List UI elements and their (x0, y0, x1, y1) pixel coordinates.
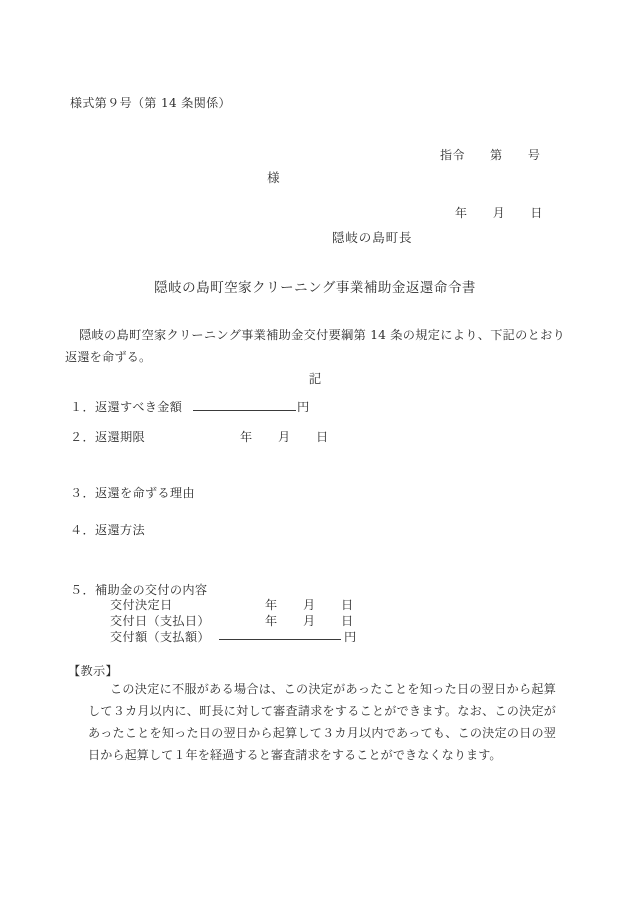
date-day: 日 (530, 206, 543, 221)
item-4-label: 返還方法 (94, 523, 145, 537)
item-1-unit: 円 (297, 400, 310, 414)
item-1-amount-blank[interactable] (193, 410, 296, 411)
item-4-number: ４． (70, 523, 95, 537)
item-1-number: １． (70, 400, 95, 414)
item-5-sub-payment-month: 月 (303, 614, 316, 628)
issuer-name: 隠岐の島町長 (332, 230, 413, 245)
item-3-number: ３． (70, 486, 95, 500)
document-number-block (440, 107, 543, 263)
order-number-row (440, 146, 543, 165)
item-2-number: ２． (70, 430, 95, 444)
item-5-sub-decision-month: 月 (303, 598, 316, 612)
notice-text: この決定に不服がある場合は、この決定があったことを知った日の翌日から起算して３カ月以内に、町長に対して審査請求をすることができます。なお、この決定があったことを知った日の翌日から起算して３カ月以内であっても、この決定の日の翌日から起算して１年を経過すると審査請求をすることができなくなります。 (88, 682, 556, 762)
item-2-label: 返還期限 (94, 430, 145, 444)
form-number: 様式第９号（第 14 条関係） (70, 96, 231, 110)
item-4 (70, 521, 145, 538)
issue-date-row (440, 204, 543, 223)
item-5-label: 補助金の交付の内容 (94, 583, 208, 597)
item-5-sub-amount-label: 交付額（支払額） (110, 630, 210, 644)
notice-label: 【教示】 (68, 664, 118, 678)
item-1-label: 返還すべき金額 (94, 400, 183, 414)
item-5-sub-decision-day: 日 (341, 598, 354, 612)
item-5-sub-payment-date-label: 交付日（支払日） (110, 614, 210, 628)
date-month: 月 (492, 206, 506, 221)
item-5-amount-unit: 円 (344, 630, 357, 644)
item-5-number: ５． (70, 583, 95, 597)
item-3-label: 返還を命ずる理由 (94, 486, 195, 500)
number-prefix: 第 (490, 147, 503, 162)
document-title: 隠岐の島町空家クリーニング事業補助金返還命令書 (154, 280, 476, 296)
ki-mark: 記 (308, 371, 322, 386)
item-2 (70, 428, 145, 445)
date-year: 年 (455, 206, 468, 221)
order-label: 指令 (440, 147, 465, 162)
addressee-honorific: 様 (267, 170, 280, 185)
item-2-month: 月 (278, 430, 291, 444)
item-5-sub-payment-day: 日 (341, 614, 354, 628)
item-1 (70, 398, 182, 415)
item-3 (70, 484, 195, 501)
body-paragraph: 隠岐の島町空家クリーニング事業補助金交付要綱第 14 条の規定により、下記のとおり返還を命ずる。 (65, 328, 565, 364)
item-2-day: 日 (316, 430, 329, 444)
item-5-sub-payment-year: 年 (265, 614, 278, 628)
item-5-amount-blank[interactable] (219, 639, 341, 640)
number-suffix: 号 (527, 147, 541, 162)
item-5-sub-decision-year: 年 (265, 598, 278, 612)
item-2-year: 年 (240, 430, 253, 444)
item-5-sub-decision-date-label: 交付決定日 (110, 598, 173, 612)
